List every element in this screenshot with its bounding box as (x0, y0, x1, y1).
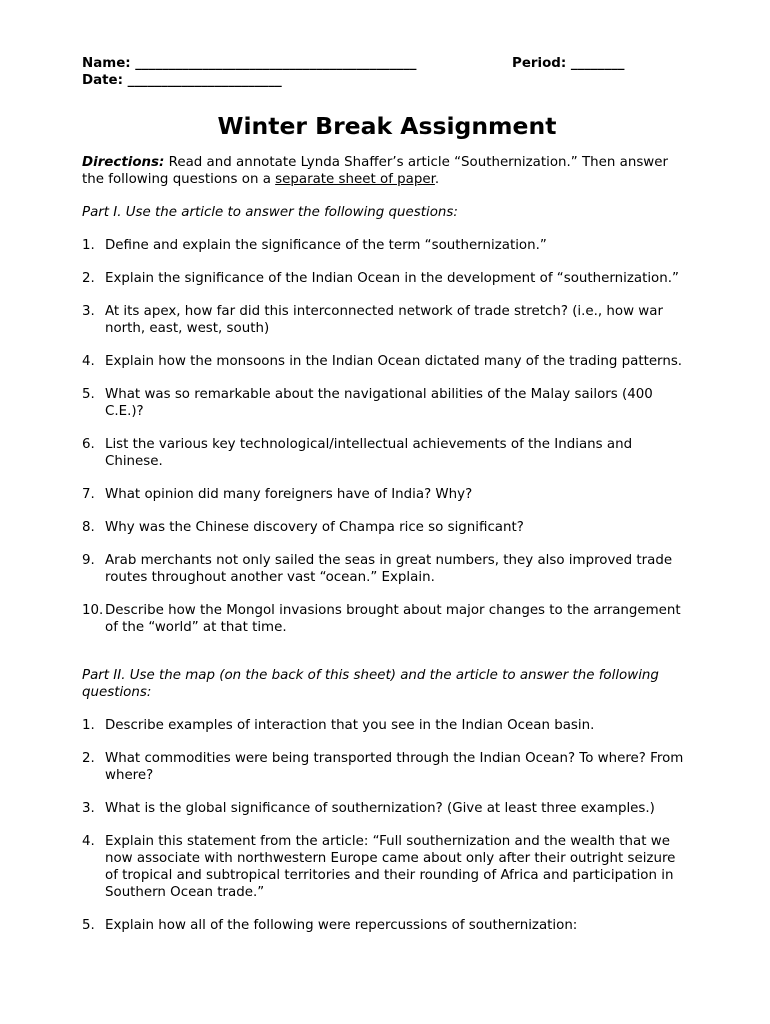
part1-question (82, 552, 692, 586)
part2-question (82, 833, 692, 901)
directions-text-end: . (434, 172, 440, 187)
part1-question (82, 353, 692, 370)
header-row (82, 55, 692, 72)
part1-question (82, 303, 692, 337)
page-title: Winter Break Assignment (217, 112, 557, 140)
question-number: 5. (82, 387, 95, 402)
part1-question (82, 237, 692, 254)
question-text: Arab merchants not only sailed the seas in great numbers, they also improved trade routes throughout another vast “ocean.” Explain. (105, 553, 673, 585)
part1-question (82, 386, 692, 420)
part2-question (82, 750, 692, 784)
part2-question-list (82, 717, 692, 934)
part2-question (82, 800, 692, 817)
part2-question (82, 717, 692, 734)
question-text: Describe examples of interaction that you see in the Indian Ocean basin. (105, 718, 595, 733)
worksheet-page (82, 55, 692, 950)
part1-question-list (82, 237, 692, 636)
part1-question (82, 519, 692, 536)
part2-question (82, 917, 692, 934)
question-text: Explain the significance of the Indian Ocean in the development of “southernization.” (105, 271, 679, 286)
question-number: 1. (82, 718, 95, 733)
question-text: What opinion did many foreigners have of India? Why? (105, 487, 473, 502)
question-text: What was so remarkable about the navigational abilities of the Malay sailors (400 C.E.)? (105, 387, 653, 419)
directions-paragraph (82, 154, 692, 188)
question-text: At its apex, how far did this interconnected network of trade stretch? (i.e., how war north, east, west, south) (105, 304, 663, 336)
part1-question (82, 436, 692, 470)
question-text: Explain this statement from the article: “Full southernization and the wealth that we now associate with northwestern Europe came about only after their outright seizure of tropical and subtropical territories and their rounding of Africa and participation in Southern Ocean trade.” (105, 834, 676, 900)
question-number: 10. (82, 603, 104, 618)
question-number: 2. (82, 751, 95, 766)
date-field-label: Date: _______________________ (82, 73, 282, 88)
question-text: What commodities were being transported through the Indian Ocean? To where? From where? (105, 751, 684, 783)
part2-heading: Part II. Use the map (on the back of this sheet) and the article to answer the following questions: (82, 668, 659, 700)
part1-question (82, 486, 692, 503)
directions-text: Read and annotate Lynda Shaffer’s article “Southernization.” Then answer the following questions on a (82, 155, 669, 187)
directions-underlined-text: separate sheet of paper (275, 172, 435, 187)
name-field-label: Name: __________________________________________ (82, 56, 417, 71)
question-number: 9. (82, 553, 95, 568)
question-number: 3. (82, 304, 95, 319)
question-number: 1. (82, 238, 95, 253)
question-text: List the various key technological/intellectual achievements of the Indians and Chinese. (105, 437, 633, 469)
question-text: Define and explain the significance of the term “southernization.” (105, 238, 547, 253)
part1-question (82, 602, 692, 636)
question-number: 2. (82, 271, 95, 286)
part1-heading: Part I. Use the article to answer the following questions: (82, 205, 458, 220)
directions-label: Directions: (82, 155, 165, 170)
question-number: 6. (82, 437, 95, 452)
question-number: 5. (82, 918, 95, 933)
question-text: Why was the Chinese discovery of Champa rice so significant? (105, 520, 524, 535)
question-text: Explain how all of the following were repercussions of southernization: (105, 918, 578, 933)
question-number: 3. (82, 801, 95, 816)
period-field-label: Period: ________ (512, 56, 625, 71)
question-number: 7. (82, 487, 95, 502)
question-number: 8. (82, 520, 95, 535)
part1-question (82, 270, 692, 287)
question-text: What is the global significance of southernization? (Give at least three examples.) (105, 801, 655, 816)
question-number: 4. (82, 354, 95, 369)
question-number: 4. (82, 834, 95, 849)
question-text: Describe how the Mongol invasions brought about major changes to the arrangement of the “world” at that time. (105, 603, 681, 635)
question-text: Explain how the monsoons in the Indian Ocean dictated many of the trading patterns. (105, 354, 683, 369)
